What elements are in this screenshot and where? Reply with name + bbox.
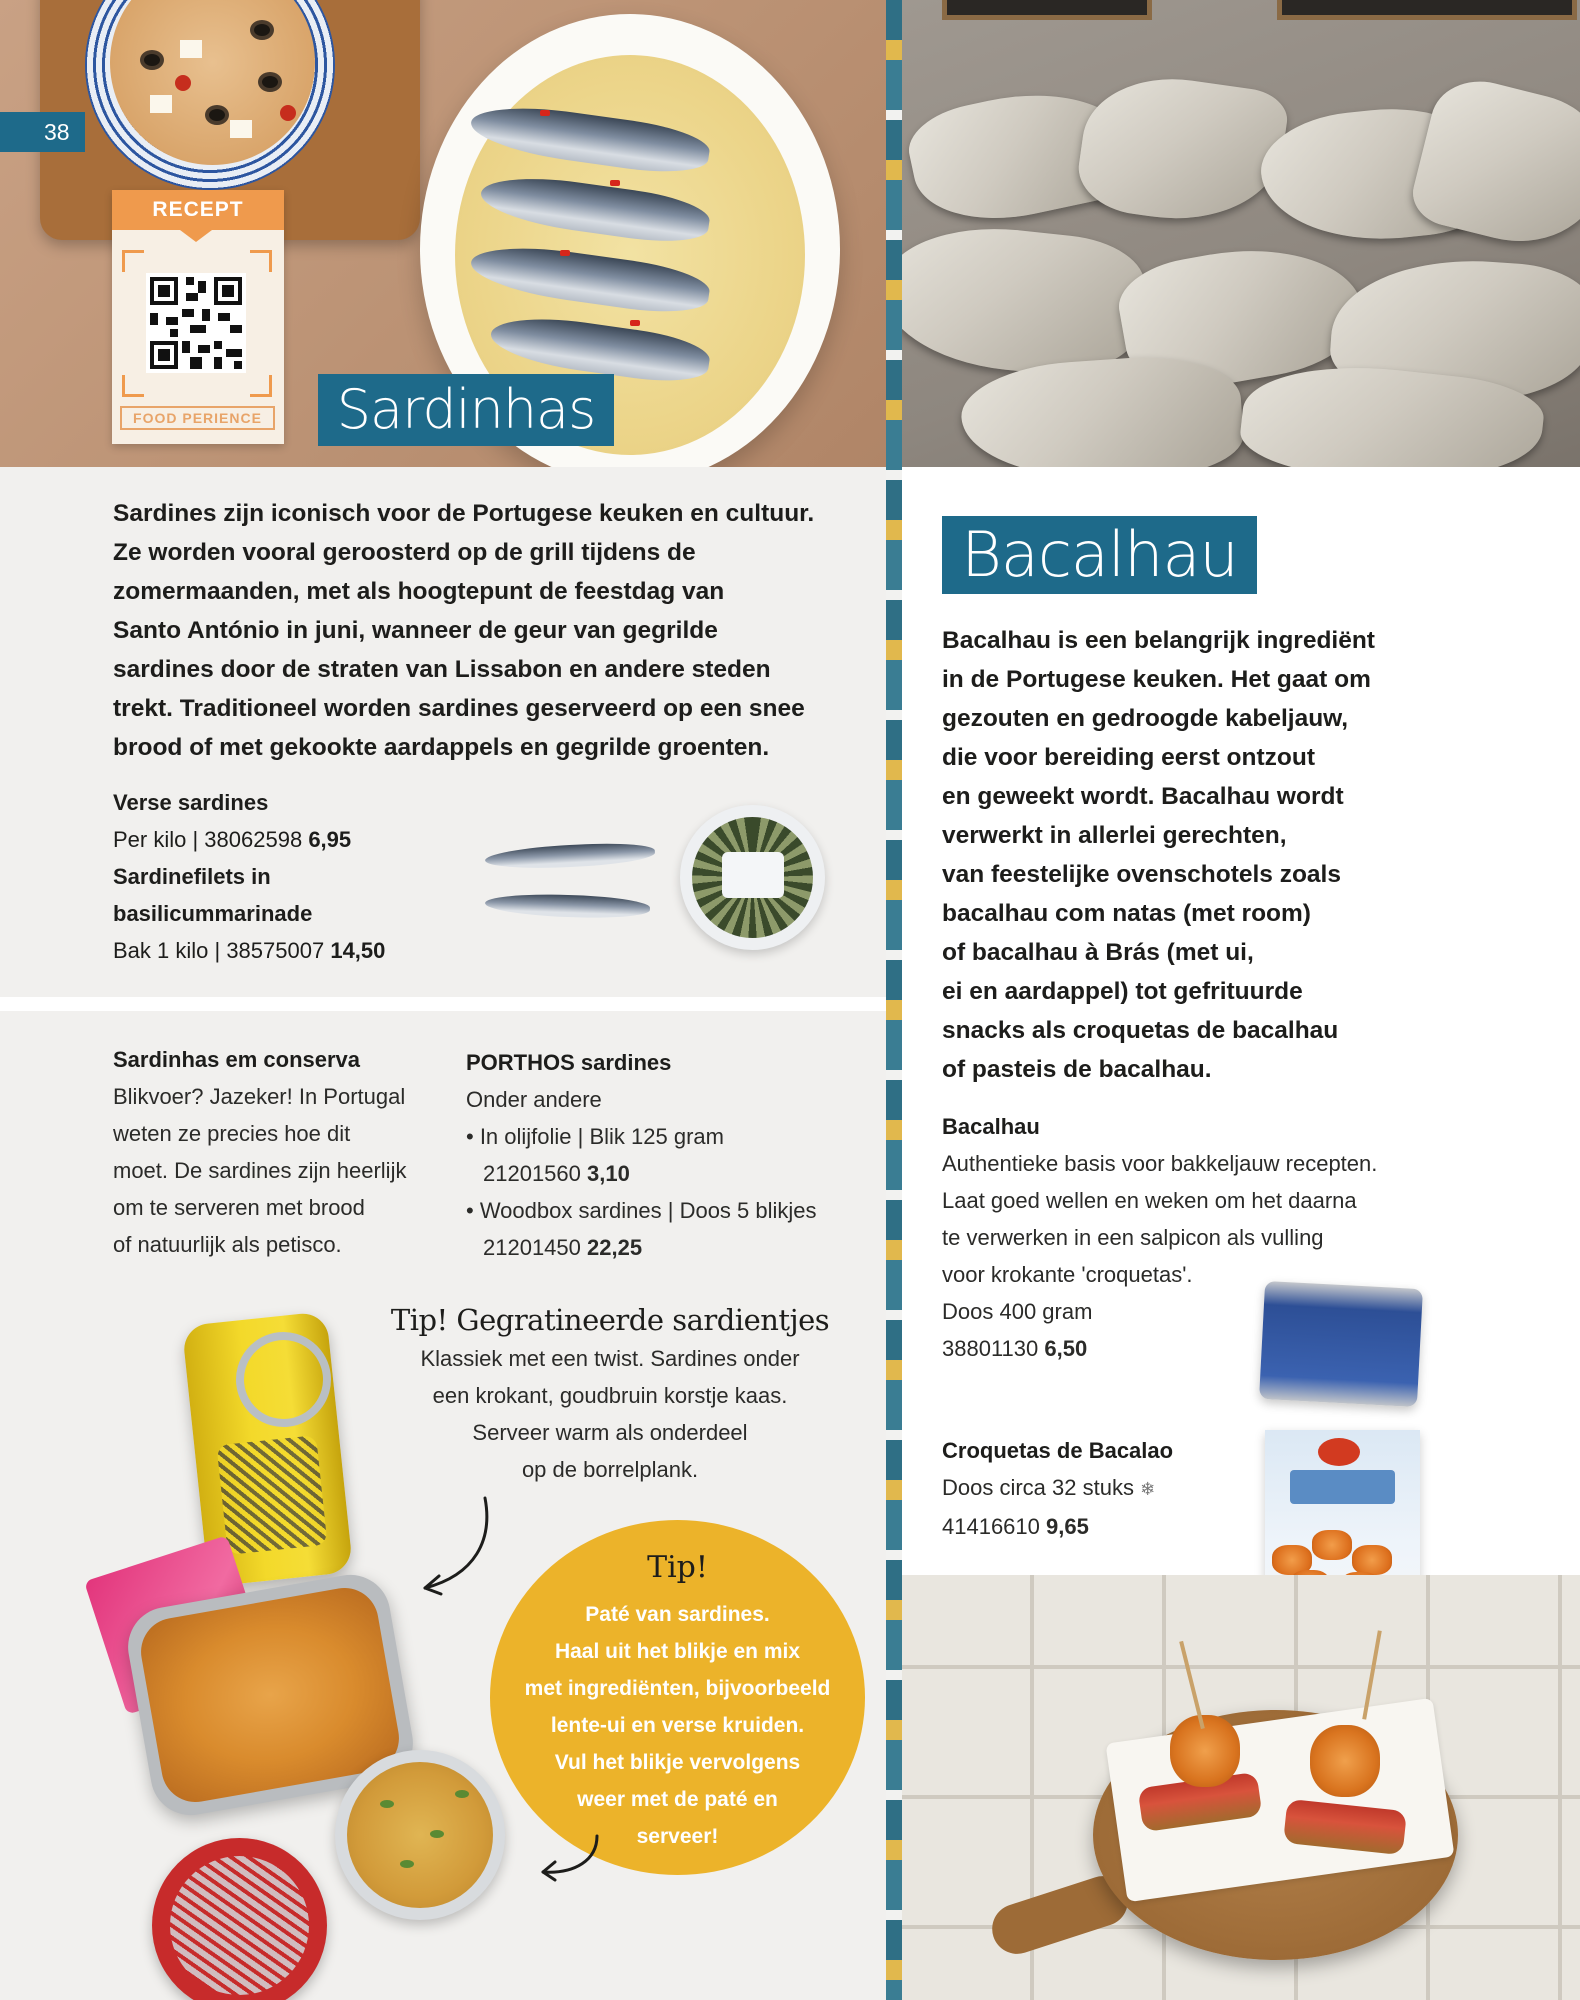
product-detail — [113, 821, 473, 858]
frozen-snowflake-icon: ❄ — [1140, 1479, 1156, 1499]
tip-pate — [490, 1540, 865, 1855]
chili-garnish — [630, 320, 640, 326]
croqueta — [1312, 1530, 1352, 1560]
herb-garnish — [400, 1860, 414, 1868]
chili-garnish — [560, 250, 570, 256]
product-name: Sardinefilets in — [113, 864, 271, 889]
intro-line: brood of met gekookte aardappels en gegrilde groenten. — [113, 734, 770, 761]
chili-garnish — [610, 180, 620, 186]
tip-pate-line: lente-ui en verse kruiden. — [550, 1714, 805, 1737]
intro-line: sardines door de straten van Lissabon en andere steden — [113, 656, 771, 683]
olive-topping — [250, 20, 274, 40]
porthos-item: • In olijfolie | Blik 125 gram — [466, 1124, 724, 1149]
qr-frame-corner — [122, 250, 144, 272]
dried-cod — [1073, 67, 1291, 233]
intro-line: zomermaanden, met als hoogtepunt de feestdag van — [113, 578, 725, 605]
tip-pate-line: Paté van sardines. — [585, 1603, 770, 1626]
olive-topping — [258, 72, 282, 92]
intro-line: of bacalhau à Brás (met ui, — [942, 939, 1254, 966]
sardinhas-title: Sardinhas — [318, 374, 614, 446]
conserva-line: om te serveren met brood — [113, 1195, 365, 1220]
conserva-line: of natuurlijk als petisco. — [113, 1232, 342, 1257]
tip-gratin-line: Serveer warm als onderdeel — [472, 1420, 748, 1445]
bacalhau-intro — [942, 621, 1502, 1089]
product-code: 38801130 — [942, 1336, 1039, 1361]
conserva-line: moet. De sardines zijn heerlijk — [113, 1158, 407, 1183]
product-price: 6,50 — [1044, 1336, 1088, 1361]
olive-topping — [205, 105, 229, 125]
tomato-topping — [175, 75, 191, 91]
product-detail-text: Bak 1 kilo | 38575007 — [113, 938, 325, 963]
porthos-title: PORTHOS sardines — [466, 1050, 672, 1075]
price-chalkboard — [942, 0, 1152, 20]
product-price: 9,65 — [1046, 1514, 1089, 1539]
recipe-label-notch — [180, 230, 212, 242]
intro-line: bacalhau com natas (met room) — [942, 900, 1311, 927]
tip-gratin-line: op de borrelplank. — [521, 1457, 699, 1482]
product-price: 14,50 — [330, 938, 386, 963]
bacalhau-market-photo — [902, 0, 1580, 467]
croquetas-box-band — [1290, 1470, 1395, 1504]
tip-pate-title: Tip! — [647, 1550, 708, 1585]
conserva-title: Sardinhas em conserva — [113, 1047, 361, 1072]
bacalhau-title: Bacalhau — [942, 516, 1257, 594]
qr-frame-corner — [250, 250, 272, 272]
qr-code-icon[interactable] — [146, 273, 246, 373]
intro-line: en geweekt wordt. Bacalhau wordt — [942, 783, 1344, 810]
can-illustration — [217, 1435, 328, 1555]
croqueta-on-bread — [1310, 1725, 1380, 1797]
intro-line: Bacalhau is een belangrijk ingrediënt — [942, 627, 1375, 654]
fresh-sardine-image — [485, 892, 651, 920]
product-detail — [113, 932, 473, 969]
tip-gratin-title: Tip! Gegratineerde sardientjes — [390, 1303, 830, 1337]
tray-label — [722, 852, 784, 898]
intro-line: Ze worden vooral geroosterd op de grill tijdens de — [113, 539, 696, 566]
porthos-item: • Woodbox sardines | Doos 5 blikjes — [466, 1198, 817, 1223]
tip-pate-line: Vul het blikje vervolgens — [554, 1751, 801, 1774]
porthos-item-price — [466, 1155, 876, 1192]
azulejo-tile-strip — [886, 0, 902, 2000]
product-line: Laat goed wellen en weken om het daarna — [942, 1188, 1357, 1213]
product-code: 21201450 — [483, 1235, 581, 1260]
intro-line: ei en aardappel) tot gefrituurde — [942, 978, 1303, 1005]
product-detail-text: Per kilo | 38062598 — [113, 827, 303, 852]
croqueta — [1352, 1545, 1392, 1575]
herb-garnish — [430, 1830, 444, 1838]
product-line: te verwerken in een salpicon als vulling — [942, 1225, 1324, 1250]
fresh-sardine-image — [485, 841, 656, 872]
cheese-topping — [150, 95, 172, 113]
herb-garnish — [455, 1790, 469, 1798]
croqueta-on-bread — [1170, 1715, 1240, 1787]
qr-frame-corner — [122, 375, 144, 397]
product-line: Doos 400 gram — [942, 1299, 1093, 1324]
product-name: basilicummarinade — [113, 901, 313, 926]
intro-line: of pasteis de bacalhau. — [942, 1056, 1212, 1083]
price-chalkboard — [1277, 0, 1577, 20]
sardine-products — [113, 784, 473, 969]
sardinhas-intro — [113, 494, 873, 767]
chili-garnish — [540, 110, 550, 116]
red-can-illustration — [170, 1856, 309, 1995]
product-code: 41416610 — [942, 1514, 1040, 1539]
intro-line: trekt. Traditioneel worden sardines geserveerd op een snee — [113, 695, 805, 722]
croquetas-product — [942, 1432, 1262, 1545]
tomato-topping — [280, 105, 296, 121]
small-arrow-icon — [535, 1830, 605, 1885]
tip-pate-line: serveer! — [636, 1825, 719, 1848]
conserva-section — [113, 1041, 443, 1263]
tip-pate-line: weer met de paté en — [577, 1788, 778, 1811]
product-code: 21201560 — [483, 1161, 581, 1186]
product-name: Verse sardines — [113, 790, 269, 815]
intro-line: gezouten en gedroogde kabeljauw, — [942, 705, 1349, 732]
tip-gratin-line: Klassiek met een twist. Sardines onder — [420, 1346, 800, 1371]
tile-grout — [902, 1665, 1580, 1669]
cheese-topping — [230, 120, 252, 138]
product-price: 22,25 — [587, 1235, 643, 1260]
product-line: Authentieke basis voor bakkeljauw recepten. — [942, 1151, 1378, 1176]
product-detail — [942, 1469, 1262, 1508]
cheese-topping — [180, 40, 202, 58]
product-detail-text: Doos circa 32 stuks — [942, 1475, 1134, 1500]
tip-gratin-line: een krokant, goudbruin korstje kaas. — [432, 1383, 788, 1408]
porthos-subtitle: Onder andere — [466, 1087, 602, 1112]
product-name: Croquetas de Bacalao — [942, 1438, 1174, 1463]
intro-line: Sardines zijn iconisch voor de Portugese keuken en cultuur. — [113, 500, 815, 527]
recipe-label: RECEPT — [112, 190, 284, 230]
tip-pate-line: Haal uit het blikje en mix — [554, 1640, 801, 1663]
tip-pate-line: met ingrediënten, bijvoorbeeld — [524, 1677, 831, 1700]
product-price: 6,95 — [308, 827, 352, 852]
olive-topping — [140, 50, 164, 70]
tip-gratin — [390, 1300, 830, 1488]
product-line: voor krokante 'croquetas'. — [942, 1262, 1193, 1287]
porthos-item-price — [466, 1229, 876, 1266]
sardine-pate — [347, 1762, 493, 1908]
conserva-line: weten ze precies hoe dit — [113, 1121, 351, 1146]
intro-line: van feestelijke ovenschotels zoals — [942, 861, 1341, 888]
intro-line: die voor bereiding eerst ontzout — [942, 744, 1315, 771]
intro-line: Santo António in juni, wanneer de geur van gegrilde — [113, 617, 718, 644]
porthos-section — [466, 1044, 876, 1266]
intro-line: verwerkt in allerlei gerechten, — [942, 822, 1287, 849]
tapas-logo — [1318, 1438, 1360, 1466]
conserva-line: Blikvoer? Jazeker! In Portugal — [113, 1084, 406, 1109]
bacalhau-package-image — [1259, 1281, 1423, 1407]
product-price-line — [942, 1508, 1262, 1545]
intro-line: snacks als croquetas de bacalhau — [942, 1017, 1339, 1044]
product-name: Bacalhau — [942, 1114, 1040, 1139]
foodxperience-logo: FOOD PERIENCE — [120, 406, 275, 430]
herb-garnish — [380, 1800, 394, 1808]
intro-line: in de Portugese keuken. Het gaat om — [942, 666, 1371, 693]
qr-frame-corner — [250, 375, 272, 397]
section-divider — [0, 997, 886, 1011]
page-number: 38 — [0, 112, 85, 152]
product-price: 3,10 — [587, 1161, 630, 1186]
